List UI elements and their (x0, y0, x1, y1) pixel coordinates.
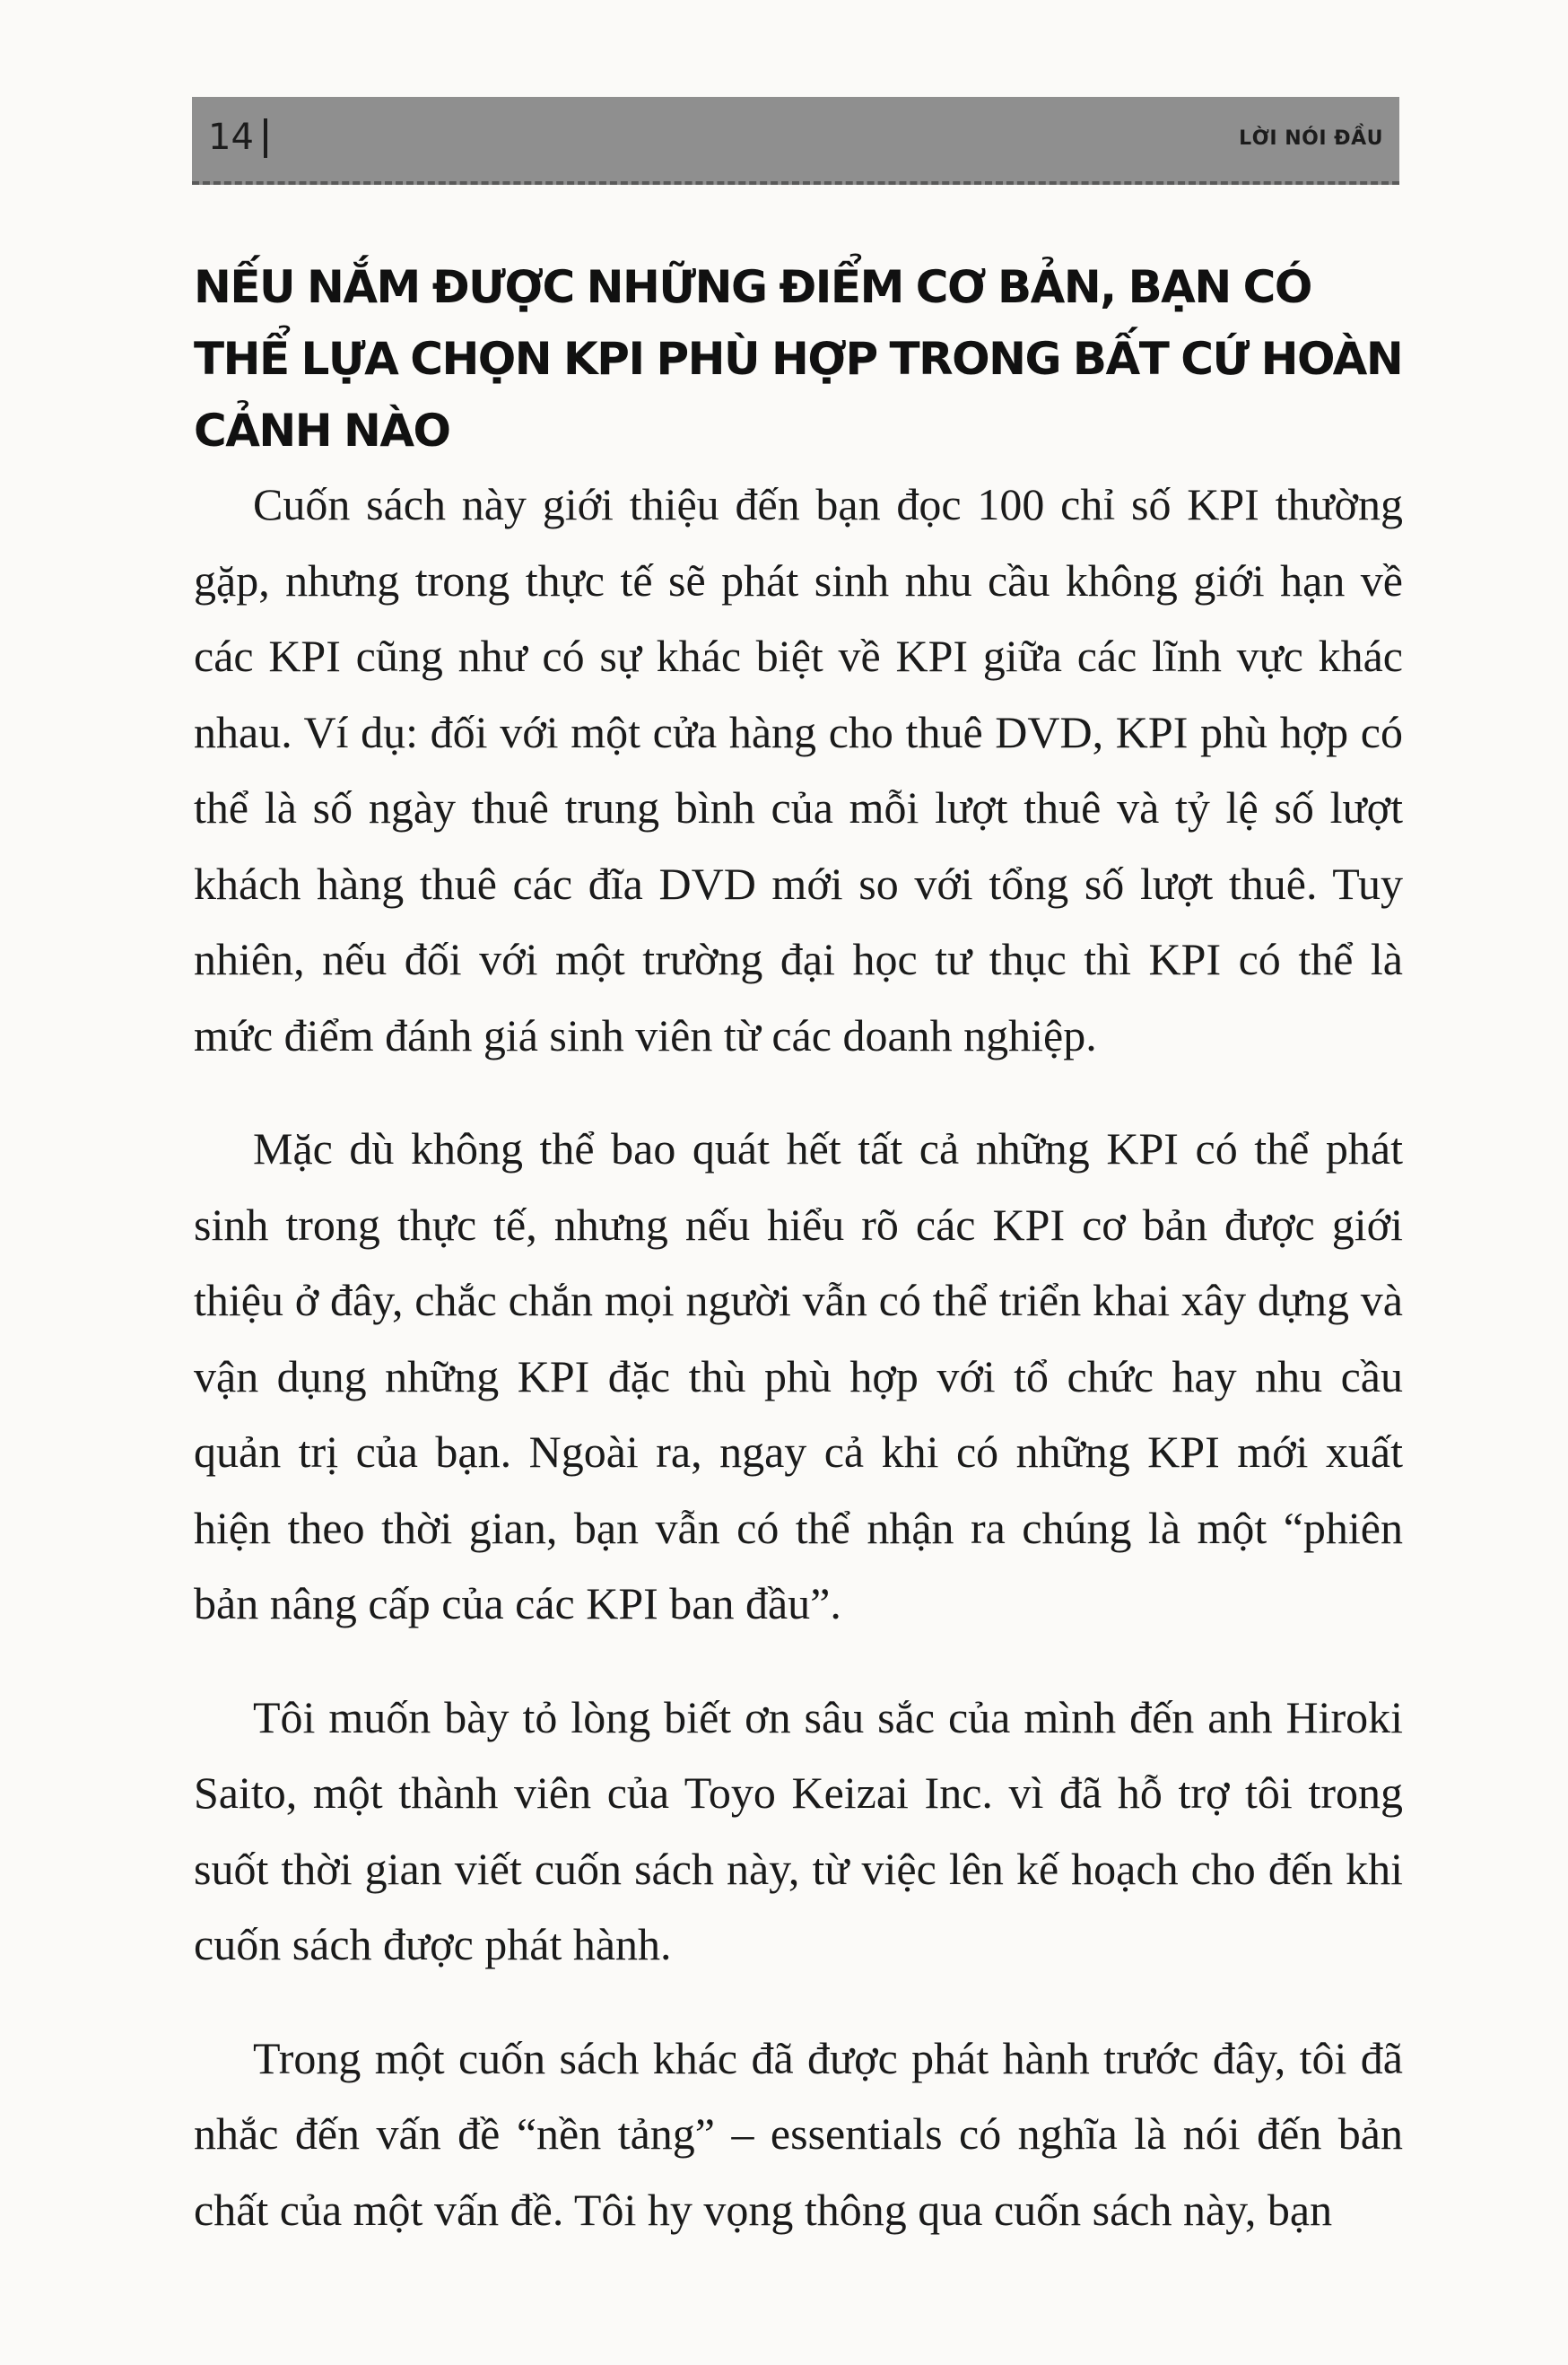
running-head: LỜI NÓI ĐẦU (1239, 127, 1383, 150)
body-text (194, 467, 1403, 2285)
page-header (192, 97, 1399, 185)
paragraph: Mặc dù không thể bao quát hết tất cả những KPI có thể phát sinh trong thực tế, nhưng nếu hiểu rõ các KPI cơ bản được giới thiệu ở đây, chắc chắn mọi người vẫn có thể triển khai xây dựng và vận dụng những KPI đặc thù phù hợp với tổ chức hay nhu cầu quản trị của bạn. Ngoài ra, ngay cả khi có những KPI mới xuất hiện theo thời gian, bạn vẫn có thể nhận ra chúng là một “phiên bản nâng cấp của các KPI ban đầu”. (194, 1123, 1403, 1628)
paragraph: Trong một cuốn sách khác đã được phát hành trước đây, tôi đã nhắc đến vấn đề “nền tảng” – essentials có nghĩa là nói đến bản chất của một vấn đề. Tôi hy vọng thông qua cuốn sách này, bạn (194, 2032, 1403, 2235)
paragraph: Cuốn sách này giới thiệu đến bạn đọc 100 chỉ số KPI thường gặp, nhưng trong thực tế sẽ phát sinh nhu cầu không giới hạn về các KPI cũng như có sự khác biệt về KPI giữa các lĩnh vực khác nhau. Ví dụ: đối với một cửa hàng cho thuê DVD, KPI phù hợp có thể là số ngày thuê trung bình của mỗi lượt thuê và tỷ lệ số lượt khách hàng thuê các đĩa DVD mới so với tổng số lượt thuê. Tuy nhiên, nếu đối với một trường đại học tư thục thì KPI có thể là mức điểm đánh giá sinh viên từ các doanh nghiệp. (194, 479, 1403, 1060)
header-divider (264, 118, 267, 158)
page-number: 14 (208, 117, 254, 158)
section-heading: NẾU NẮM ĐƯỢC NHỮNG ĐIỂM CƠ BẢN, BẠN CÓ THỂ LỰA CHỌN KPI PHÙ HỢP TRONG BẤT CỨ HOÀN CẢNH NÀO (194, 261, 1403, 457)
paragraph: Tôi muốn bày tỏ lòng biết ơn sâu sắc của mình đến anh Hiroki Saito, một thành viên của Toyo Keizai Inc. vì đã hỗ trợ tôi trong suốt thời gian viết cuốn sách này, từ việc lên kế hoạch cho đến khi cuốn sách được phát hành. (194, 1691, 1403, 1969)
